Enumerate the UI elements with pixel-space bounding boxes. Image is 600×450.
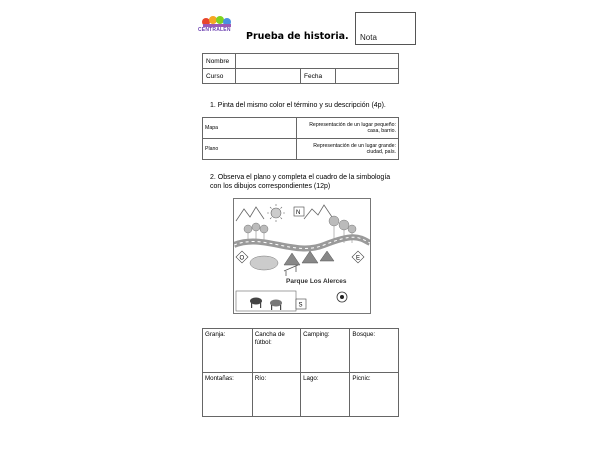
cell-cancha[interactable]: Cancha de fútbol: <box>252 329 300 373</box>
north-label: N <box>296 210 301 216</box>
fecha-label: Fecha <box>301 69 336 84</box>
park-plan-illustration <box>233 198 371 314</box>
cell-montanas[interactable]: Montañas: <box>203 373 253 417</box>
description-small-place[interactable]: Representación de un lugar pequeño: casa, barrio. <box>297 118 399 139</box>
east-label: E <box>356 255 361 262</box>
cell-lago[interactable]: Lago: <box>301 373 350 417</box>
sun-icon <box>267 204 285 222</box>
cell-picnic[interactable]: Picnic: <box>350 373 399 417</box>
south-marker-icon <box>296 299 306 309</box>
east-marker-icon <box>352 251 364 263</box>
park-plan-drawing <box>234 199 370 313</box>
student-info-table <box>202 53 399 84</box>
term-plano[interactable]: Plano <box>203 139 297 160</box>
lake-icon <box>250 256 278 270</box>
logo-text: CENTRALEN <box>198 27 231 33</box>
cell-bosque[interactable]: Bosque: <box>350 329 399 373</box>
nombre-label: Nombre <box>203 54 236 69</box>
south-label: S <box>298 302 303 309</box>
farm-area <box>236 291 296 311</box>
cell-granja[interactable]: Granja: <box>203 329 253 373</box>
north-marker-icon <box>294 207 304 216</box>
farm-icon <box>250 298 282 311</box>
park-name: Parque Los Alerces <box>286 278 347 285</box>
west-marker-icon <box>236 251 248 263</box>
camping-icon <box>284 251 334 265</box>
grade-box[interactable] <box>355 12 416 45</box>
fecha-field[interactable] <box>336 69 399 84</box>
question-1-text: 1. Pinta del mismo color el término y su descripción (4p). <box>210 102 386 109</box>
question-2-text: 2. Observa el plano y completa el cuadro de la simbología con los dibujos correspondientes (12p) <box>210 174 391 190</box>
curso-field[interactable] <box>236 69 301 84</box>
nombre-field[interactable] <box>236 54 399 69</box>
symbology-table <box>202 328 399 417</box>
soccer-ball-icon <box>337 292 347 302</box>
cell-rio[interactable]: Río: <box>252 373 300 417</box>
description-large-place[interactable]: Representación de un lugar grande: ciudad, país. <box>297 139 399 160</box>
grade-label: Nota <box>360 33 377 42</box>
curso-label: Curso <box>203 69 236 84</box>
west-label: O <box>239 255 245 262</box>
picnic-icon <box>284 265 298 276</box>
page-title: Prueba de historia. <box>246 31 349 42</box>
cell-camping[interactable]: Camping: <box>301 329 350 373</box>
matching-table <box>202 117 399 160</box>
term-mapa[interactable]: Mapa <box>203 118 297 139</box>
river-icon <box>234 237 370 248</box>
